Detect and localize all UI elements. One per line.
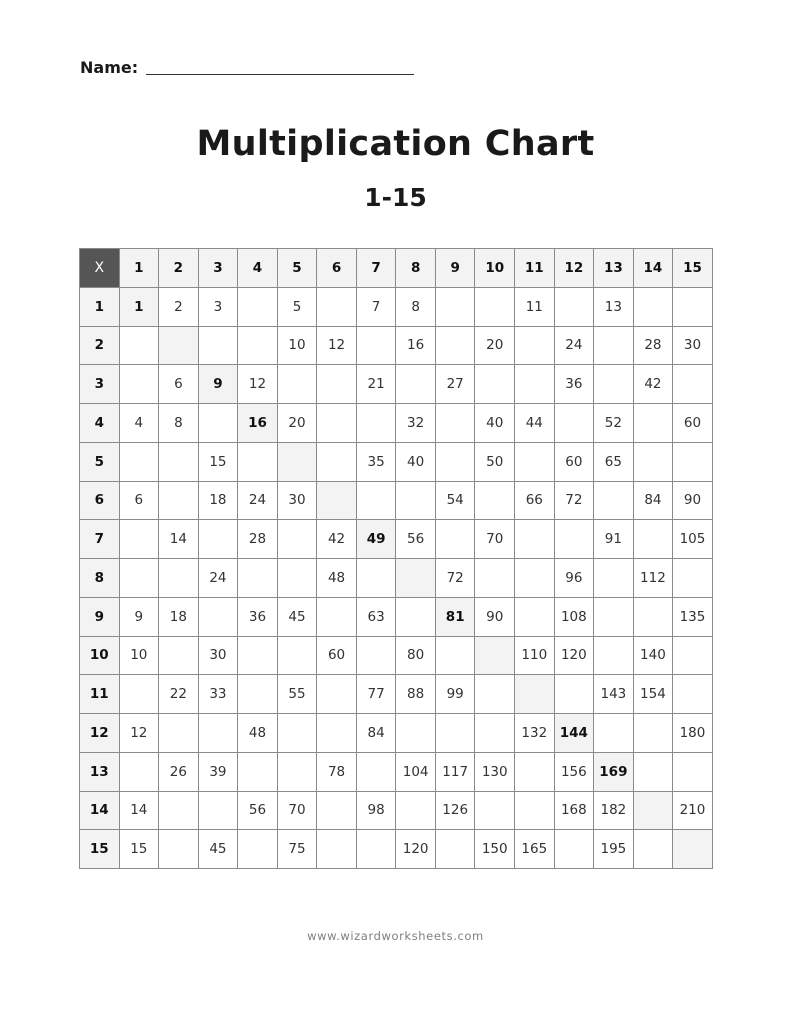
table-cell: 45	[199, 830, 239, 869]
table-cell-diagonal: 169	[594, 753, 634, 792]
table-cell-diagonal	[396, 559, 436, 598]
table-cell: 96	[555, 559, 595, 598]
column-header: 10	[475, 249, 515, 288]
table-cell: 35	[357, 443, 397, 482]
row-header: 14	[80, 792, 120, 831]
table-cell: 168	[555, 792, 595, 831]
column-header: 3	[199, 249, 239, 288]
table-cell	[159, 482, 199, 521]
table-cell	[555, 675, 595, 714]
table-cell: 24	[555, 327, 595, 366]
table-cell	[515, 559, 555, 598]
table-cell: 30	[673, 327, 713, 366]
table-cell: 52	[594, 404, 634, 443]
table-cell: 65	[594, 443, 634, 482]
table-cell: 84	[634, 482, 674, 521]
column-header: 12	[555, 249, 595, 288]
table-cell	[278, 714, 318, 753]
table-cell	[317, 830, 357, 869]
column-header: 9	[436, 249, 476, 288]
table-cell	[120, 753, 160, 792]
table-cell	[634, 714, 674, 753]
column-header: 4	[238, 249, 278, 288]
table-cell-diagonal	[515, 675, 555, 714]
table-cell	[555, 830, 595, 869]
table-cell: 60	[555, 443, 595, 482]
table-corner-x: X	[80, 249, 120, 288]
table-cell	[120, 559, 160, 598]
table-cell	[357, 327, 397, 366]
table-cell: 66	[515, 482, 555, 521]
table-cell	[317, 443, 357, 482]
name-label: Name:	[80, 58, 139, 77]
table-cell	[673, 753, 713, 792]
column-header: 15	[673, 249, 713, 288]
table-cell: 15	[199, 443, 239, 482]
table-cell: 143	[594, 675, 634, 714]
table-cell	[555, 288, 595, 327]
table-cell: 72	[436, 559, 476, 598]
table-cell	[436, 288, 476, 327]
table-cell	[634, 598, 674, 637]
column-header: 11	[515, 249, 555, 288]
table-cell: 105	[673, 520, 713, 559]
table-cell	[159, 559, 199, 598]
table-cell	[436, 443, 476, 482]
table-cell	[238, 637, 278, 676]
table-cell: 154	[634, 675, 674, 714]
table-cell	[396, 792, 436, 831]
table-cell: 40	[396, 443, 436, 482]
table-cell	[396, 365, 436, 404]
table-cell	[436, 830, 476, 869]
table-cell	[159, 830, 199, 869]
table-cell	[673, 559, 713, 598]
table-cell	[238, 675, 278, 714]
table-cell: 42	[634, 365, 674, 404]
table-cell-diagonal: 9	[199, 365, 239, 404]
table-cell: 15	[120, 830, 160, 869]
table-cell: 120	[396, 830, 436, 869]
row-header: 8	[80, 559, 120, 598]
table-cell	[120, 443, 160, 482]
table-cell	[594, 559, 634, 598]
name-blank-line[interactable]	[146, 74, 414, 75]
table-cell	[475, 559, 515, 598]
table-cell: 4	[120, 404, 160, 443]
table-cell: 88	[396, 675, 436, 714]
table-cell: 48	[238, 714, 278, 753]
table-cell	[594, 637, 634, 676]
table-cell: 75	[278, 830, 318, 869]
table-cell: 140	[634, 637, 674, 676]
column-header: 7	[357, 249, 397, 288]
table-cell: 91	[594, 520, 634, 559]
table-cell	[594, 482, 634, 521]
table-cell: 110	[515, 637, 555, 676]
row-header: 9	[80, 598, 120, 637]
table-cell	[673, 443, 713, 482]
table-cell: 39	[199, 753, 239, 792]
table-cell: 40	[475, 404, 515, 443]
table-cell	[436, 714, 476, 753]
table-cell	[594, 714, 634, 753]
table-cell-diagonal	[317, 482, 357, 521]
table-cell	[317, 598, 357, 637]
table-cell: 36	[555, 365, 595, 404]
table-cell: 60	[673, 404, 713, 443]
table-cell	[436, 637, 476, 676]
table-cell: 30	[199, 637, 239, 676]
table-cell	[238, 327, 278, 366]
table-cell: 98	[357, 792, 397, 831]
table-cell: 36	[238, 598, 278, 637]
table-cell: 6	[120, 482, 160, 521]
table-cell	[238, 753, 278, 792]
table-cell	[634, 830, 674, 869]
row-header: 5	[80, 443, 120, 482]
table-cell	[396, 598, 436, 637]
table-cell: 180	[673, 714, 713, 753]
table-cell	[396, 714, 436, 753]
table-cell: 90	[673, 482, 713, 521]
table-cell	[278, 520, 318, 559]
table-cell	[199, 404, 239, 443]
table-cell: 112	[634, 559, 674, 598]
table-cell-diagonal	[475, 637, 515, 676]
table-cell	[120, 327, 160, 366]
table-cell	[238, 830, 278, 869]
table-cell: 18	[199, 482, 239, 521]
table-cell: 44	[515, 404, 555, 443]
table-cell: 90	[475, 598, 515, 637]
table-cell: 30	[278, 482, 318, 521]
table-cell	[515, 520, 555, 559]
table-cell	[555, 520, 595, 559]
table-cell: 24	[238, 482, 278, 521]
table-cell: 8	[159, 404, 199, 443]
row-header: 13	[80, 753, 120, 792]
table-cell	[238, 443, 278, 482]
table-cell	[317, 714, 357, 753]
table-cell: 182	[594, 792, 634, 831]
table-cell: 78	[317, 753, 357, 792]
table-cell	[159, 443, 199, 482]
row-header: 10	[80, 637, 120, 676]
table-cell	[673, 288, 713, 327]
table-cell: 26	[159, 753, 199, 792]
table-cell	[317, 404, 357, 443]
table-cell	[634, 520, 674, 559]
table-cell: 2	[159, 288, 199, 327]
table-cell	[120, 675, 160, 714]
table-cell	[515, 792, 555, 831]
table-cell	[357, 753, 397, 792]
table-cell	[475, 365, 515, 404]
table-cell-diagonal	[673, 830, 713, 869]
table-cell-diagonal	[159, 327, 199, 366]
table-cell	[199, 520, 239, 559]
table-cell: 135	[673, 598, 713, 637]
table-cell	[673, 675, 713, 714]
table-cell: 130	[475, 753, 515, 792]
table-cell-diagonal: 49	[357, 520, 397, 559]
table-cell: 108	[555, 598, 595, 637]
table-cell: 120	[555, 637, 595, 676]
table-cell-diagonal: 16	[238, 404, 278, 443]
table-cell	[317, 365, 357, 404]
table-cell: 6	[159, 365, 199, 404]
table-cell	[634, 753, 674, 792]
table-cell: 3	[199, 288, 239, 327]
table-cell: 56	[396, 520, 436, 559]
table-cell	[317, 792, 357, 831]
row-header: 1	[80, 288, 120, 327]
table-cell	[357, 482, 397, 521]
table-cell: 12	[317, 327, 357, 366]
table-cell: 8	[396, 288, 436, 327]
table-cell	[357, 637, 397, 676]
table-cell: 10	[278, 327, 318, 366]
table-cell: 60	[317, 637, 357, 676]
table-cell: 48	[317, 559, 357, 598]
page-title: Multiplication Chart	[196, 124, 595, 164]
table-cell: 16	[396, 327, 436, 366]
row-header: 11	[80, 675, 120, 714]
table-cell: 28	[238, 520, 278, 559]
table-cell: 104	[396, 753, 436, 792]
table-cell	[475, 288, 515, 327]
table-cell	[317, 288, 357, 327]
table-cell: 50	[475, 443, 515, 482]
table-cell: 72	[555, 482, 595, 521]
table-cell	[199, 598, 239, 637]
table-cell	[357, 404, 397, 443]
table-cell	[436, 404, 476, 443]
table-cell-diagonal: 144	[555, 714, 595, 753]
table-cell-diagonal	[634, 792, 674, 831]
table-cell-diagonal	[278, 443, 318, 482]
table-cell	[159, 714, 199, 753]
table-cell	[555, 404, 595, 443]
table-cell	[673, 637, 713, 676]
table-cell	[634, 288, 674, 327]
row-header: 6	[80, 482, 120, 521]
table-cell: 10	[120, 637, 160, 676]
table-cell: 24	[199, 559, 239, 598]
row-header: 3	[80, 365, 120, 404]
table-cell: 54	[436, 482, 476, 521]
table-cell	[120, 365, 160, 404]
table-cell: 20	[475, 327, 515, 366]
table-cell: 27	[436, 365, 476, 404]
table-cell	[436, 520, 476, 559]
row-header: 15	[80, 830, 120, 869]
table-cell	[238, 559, 278, 598]
column-header: 5	[278, 249, 318, 288]
table-cell	[594, 365, 634, 404]
column-header: 14	[634, 249, 674, 288]
footer-website: www.wizardworksheets.com	[307, 929, 484, 943]
table-cell: 99	[436, 675, 476, 714]
table-cell: 165	[515, 830, 555, 869]
table-cell	[238, 288, 278, 327]
table-cell	[515, 327, 555, 366]
table-cell	[278, 637, 318, 676]
table-cell: 55	[278, 675, 318, 714]
table-cell	[120, 520, 160, 559]
table-cell	[515, 365, 555, 404]
table-cell	[278, 365, 318, 404]
table-cell	[278, 559, 318, 598]
name-field[interactable]	[80, 58, 414, 78]
table-cell: 45	[278, 598, 318, 637]
table-cell: 12	[238, 365, 278, 404]
table-cell: 22	[159, 675, 199, 714]
row-header: 12	[80, 714, 120, 753]
row-header: 2	[80, 327, 120, 366]
table-cell	[159, 637, 199, 676]
table-cell: 14	[159, 520, 199, 559]
table-cell: 126	[436, 792, 476, 831]
column-header: 1	[120, 249, 160, 288]
table-cell: 63	[357, 598, 397, 637]
table-cell: 9	[120, 598, 160, 637]
table-cell	[475, 714, 515, 753]
table-cell	[199, 327, 239, 366]
table-cell	[475, 675, 515, 714]
table-cell: 195	[594, 830, 634, 869]
table-cell: 77	[357, 675, 397, 714]
table-cell: 28	[634, 327, 674, 366]
table-cell: 70	[475, 520, 515, 559]
table-cell	[199, 792, 239, 831]
table-cell	[396, 482, 436, 521]
table-cell: 80	[396, 637, 436, 676]
table-cell: 156	[555, 753, 595, 792]
table-cell: 12	[120, 714, 160, 753]
column-header: 2	[159, 249, 199, 288]
page-subtitle: 1-15	[364, 183, 427, 212]
table-cell: 13	[594, 288, 634, 327]
table-cell: 117	[436, 753, 476, 792]
table-cell	[159, 792, 199, 831]
table-cell: 7	[357, 288, 397, 327]
table-cell: 32	[396, 404, 436, 443]
table-cell: 20	[278, 404, 318, 443]
column-header: 6	[317, 249, 357, 288]
table-cell	[594, 327, 634, 366]
table-cell: 150	[475, 830, 515, 869]
table-cell: 18	[159, 598, 199, 637]
table-cell	[634, 404, 674, 443]
row-header: 4	[80, 404, 120, 443]
table-cell	[317, 675, 357, 714]
table-cell	[475, 482, 515, 521]
table-cell	[278, 753, 318, 792]
column-header: 13	[594, 249, 634, 288]
table-cell	[515, 598, 555, 637]
table-cell: 21	[357, 365, 397, 404]
column-header: 8	[396, 249, 436, 288]
table-cell	[594, 598, 634, 637]
table-cell	[199, 714, 239, 753]
row-header: 7	[80, 520, 120, 559]
table-cell: 42	[317, 520, 357, 559]
table-cell: 84	[357, 714, 397, 753]
table-cell	[673, 365, 713, 404]
table-cell: 210	[673, 792, 713, 831]
table-cell	[475, 792, 515, 831]
table-cell-diagonal: 1	[120, 288, 160, 327]
table-cell: 132	[515, 714, 555, 753]
table-cell	[515, 753, 555, 792]
table-cell-diagonal: 81	[436, 598, 476, 637]
table-cell: 70	[278, 792, 318, 831]
table-cell: 5	[278, 288, 318, 327]
table-cell: 14	[120, 792, 160, 831]
table-cell	[436, 327, 476, 366]
table-cell	[515, 443, 555, 482]
table-cell: 11	[515, 288, 555, 327]
table-cell: 56	[238, 792, 278, 831]
table-cell	[357, 830, 397, 869]
multiplication-table	[79, 248, 713, 869]
table-cell	[357, 559, 397, 598]
table-cell	[634, 443, 674, 482]
table-cell: 33	[199, 675, 239, 714]
